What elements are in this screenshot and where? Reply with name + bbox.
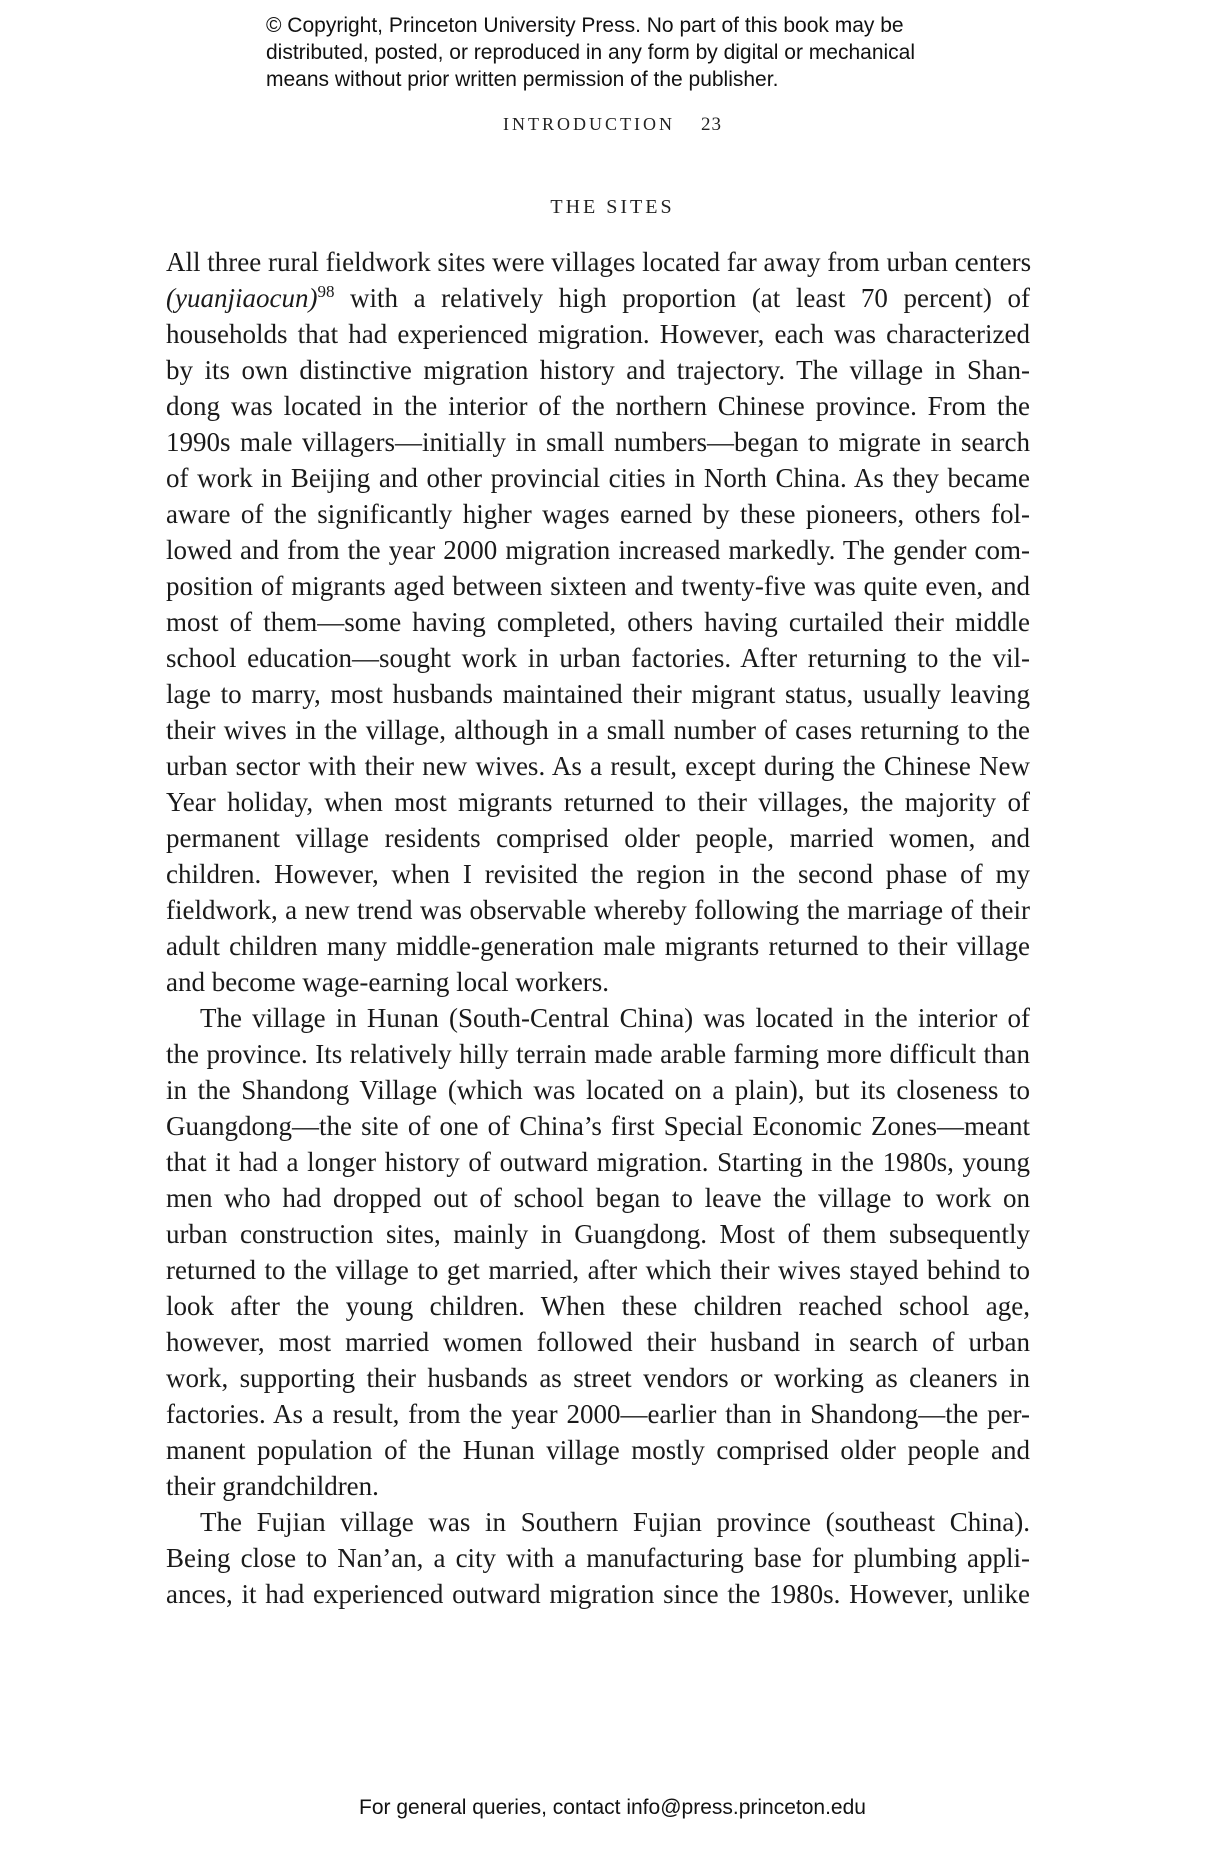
text-line: lowed and from the year 2000 migration increased markedly. The gender com- <box>166 535 1030 565</box>
copyright-line: distributed, posted, or reproduced in any form by digital or mechanical <box>266 41 916 64</box>
text-line: and become wage-earning local workers. <box>166 967 610 997</box>
text-line: aware of the significantly higher wages earned by these pioneers, others fol- <box>166 499 1030 529</box>
text-line: lage to marry, most husbands maintained their migrant status, usually leaving <box>166 679 1030 709</box>
text-line: adult children many middle-generation male migrants returned to their village <box>166 931 1030 961</box>
text-line: however, most married women followed their husband in search of urban <box>166 1327 1030 1357</box>
page-number: 23 <box>700 114 722 135</box>
text-line: their grandchildren. <box>166 1471 379 1501</box>
text-line: 1990s male villagers—initially in small numbers—began to migrate in search <box>166 427 1030 457</box>
text-line: Guangdong—the site of one of China’s first Special Economic Zones—meant <box>166 1111 1030 1141</box>
text-line: of work in Beijing and other provincial cities in North China. As they became <box>166 463 1030 493</box>
text-line: permanent village residents comprised older people, married women, and <box>166 823 1030 853</box>
copyright-line: means without prior written permission of the publisher. <box>266 68 779 91</box>
body-text <box>166 244 1030 1612</box>
text-line: children. However, when I revisited the region in the second phase of my <box>166 859 1030 889</box>
text-line: Being close to Nan’an, a city with a manufacturing base for plumbing appli- <box>166 1543 1030 1573</box>
italic-term: (yuanjiaocun) <box>166 283 318 313</box>
text-line: returned to the village to get married, after which their wives stayed behind to <box>166 1255 1030 1285</box>
text-line: most of them—some having completed, others having curtailed their middle <box>166 607 1030 637</box>
text-line: look after the young children. When these children reached school age, <box>166 1291 1030 1321</box>
text-line: ances, it had experienced outward migration since the 1980s. However, unlike <box>166 1579 1030 1609</box>
text-line: fieldwork, a new trend was observable whereby following the marriage of their <box>166 895 1030 925</box>
running-head <box>0 114 1225 136</box>
text-line: manent population of the Hunan village mostly comprised older people and <box>166 1435 1030 1465</box>
text-line-rest: with a relatively high proportion (at least 70 percent) of <box>334 283 1030 313</box>
text-line: by its own distinctive migration history and trajectory. The village in Shan- <box>166 355 1030 385</box>
text-line: that it had a longer history of outward migration. Starting in the 1980s, young <box>166 1147 1030 1177</box>
copyright-notice <box>266 12 1026 93</box>
text-line: households that had experienced migration. However, each was characterized <box>166 319 1030 349</box>
text-line: dong was located in the interior of the northern Chinese province. From the <box>166 391 1030 421</box>
footer-contact: For general queries, contact info@press.princeton.edu <box>359 1796 866 1819</box>
text-line: work, supporting their husbands as street vendors or working as cleaners in <box>166 1363 1030 1393</box>
text-line: in the Shandong Village (which was located on a plain), but its closeness to <box>166 1075 1030 1105</box>
running-head-section: INTRODUCTION <box>503 114 675 134</box>
text-line: All three rural fieldwork sites were villages located far away from urban centers <box>166 247 1032 277</box>
text-line: school education—sought work in urban factories. After returning to the vil- <box>166 643 1030 673</box>
text-line: the province. Its relatively hilly terrain made arable farming more difficult than <box>166 1039 1030 1069</box>
copyright-line: © Copyright, Princeton University Press. No part of this book may be <box>266 14 904 37</box>
text-line: urban construction sites, mainly in Guangdong. Most of them subsequently <box>166 1219 1030 1249</box>
text-line: Year holiday, when most migrants returned to their villages, the majority of <box>166 787 1030 817</box>
text-line: The Fujian village was in Southern Fujian province (southeast China). <box>200 1507 1030 1537</box>
section-title: THE SITES <box>550 196 675 218</box>
text-line: The village in Hunan (South-Central China) was located in the interior of <box>200 1003 1030 1033</box>
text-line: factories. As a result, from the year 2000—earlier than in Shandong—the per- <box>166 1399 1030 1429</box>
text-line: men who had dropped out of school began to leave the village to work on <box>166 1183 1030 1213</box>
text-line: their wives in the village, although in a small number of cases returning to the <box>166 715 1030 745</box>
text-line: position of migrants aged between sixteen and twenty-five was quite even, and <box>166 571 1030 601</box>
text-line: urban sector with their new wives. As a result, except during the Chinese New <box>166 751 1030 781</box>
text-line <box>166 280 1030 316</box>
footnote-reference[interactable]: 98 <box>317 282 335 301</box>
